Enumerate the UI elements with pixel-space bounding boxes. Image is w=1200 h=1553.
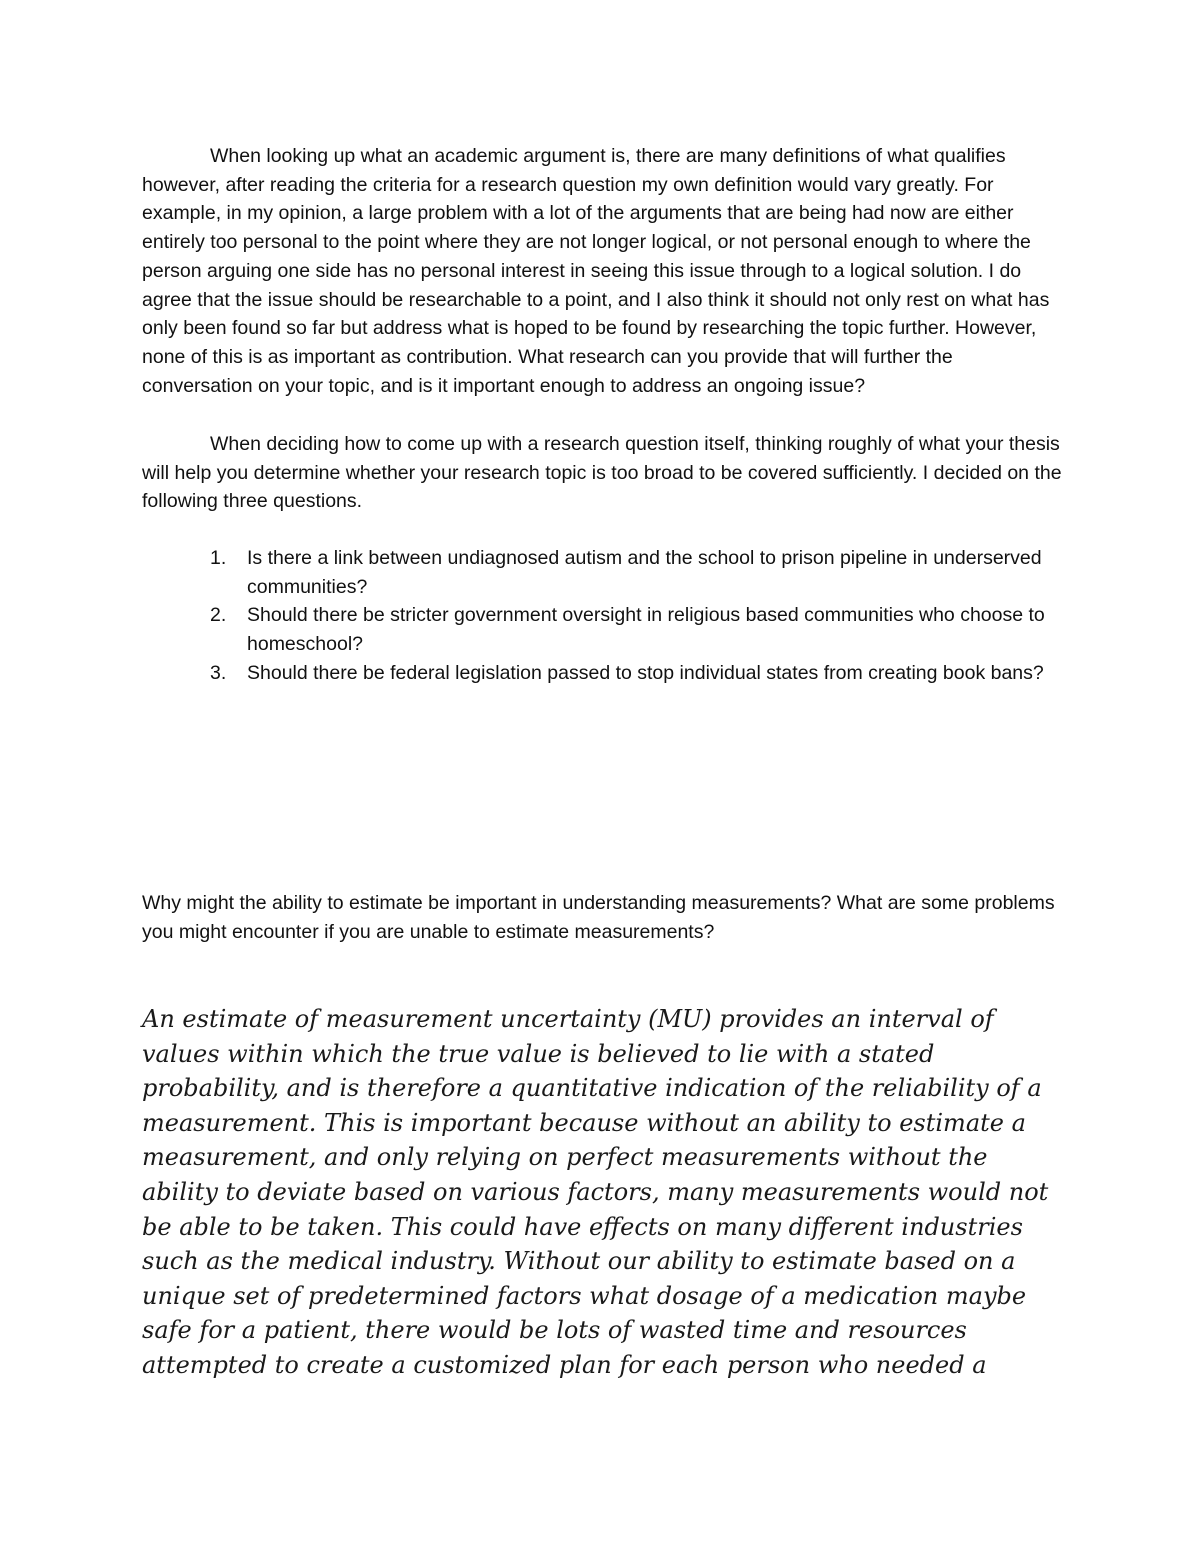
research-questions-list [142,544,1062,688]
list-item [142,544,1062,601]
paragraph-research-question: When deciding how to come up with a research question itself, thinking roughly of what your thesis will help you determine whether your research topic is too broad to be covered sufficiently. I decided on the following three questions. [142,433,1062,513]
list-item-text: Should there be stricter government oversight in religious based communities who choose to homeschool? [247,604,1045,656]
list-number: 1. [210,547,227,569]
list-item-text: Should there be federal legislation passed to stop individual states from creating book bans? [247,661,1044,684]
list-number: 3. [210,661,227,684]
list-number: 2. [210,604,227,627]
estimation-prompt: Why might the ability to estimate be important in understanding measurements? What are some problems you might encounter if you are unable to estimate measurements? [142,892,1055,943]
list-item-text: Is there a link between undiagnosed autism and the school to prison pipeline in underserved communities? [247,547,1042,598]
paragraph-academic-argument: When looking up what an academic argument is, there are many definitions of what qualifies however, after reading the criteria for a research question my own definition would vary greatly. For example, in my opinion, a large problem with a lot of the arguments that are being had now are either entirely too personal to the point where they are not longer logical, or not personal enough to where the person arguing one side has no personal interest in seeing this issue through to a logical solution. I do agree that the issue should be researchable to a point, and I also think it should not only rest on what has only been found so far but address what is hoped to be found by researching the topic further. However, none of this is as important as contribution. What research can you provide that will further the conversation on your topic, and is it important enough to address an ongoing issue? [142,145,1050,397]
estimation-answer: An estimate of measurement uncertainty (MU) provides an interval of values within which the true value is believed to lie with a stated probability, and is therefore a quantitative indication of the reliability of a measurement. This is important because without an ability to estimate a measurement, and only relying on perfect measurements without the ability to deviate based on various factors, many measurements would not be able to be taken. This could have effects on many different industries such as the medical industry. Without our ability to estimate based on a unique set of predetermined factors what dosage of a medication maybe safe for a patient, there would be lots of wasted time and resources attempted to create a customized plan for each person who needed a [142,1005,1049,1379]
list-item [142,601,1062,658]
list-item [142,659,1062,688]
